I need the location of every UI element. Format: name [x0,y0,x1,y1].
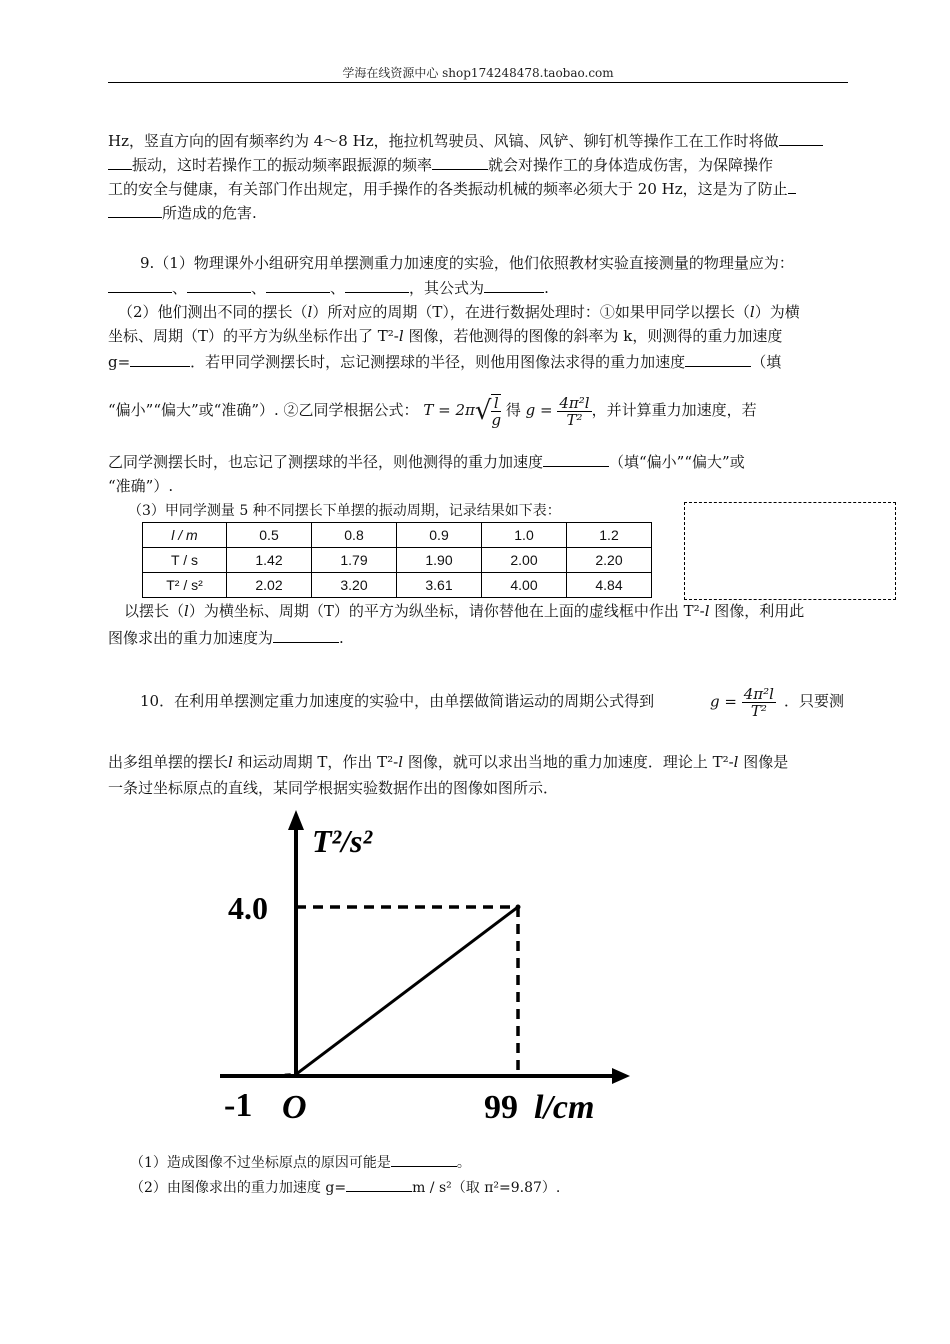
text: “准确”）. [108,477,174,495]
text: 图像，利用此 [709,602,805,620]
text: ，并计算重力加速度，若 [591,401,757,419]
sqrt-icon: √ [474,396,492,426]
text: . [339,629,344,647]
text: （填 [751,353,782,371]
sqrt-num: l [491,395,501,412]
blank[interactable] [266,278,330,293]
row-header: T / s [143,548,227,573]
text: “偏小”“偏大”或“准确”）. ②乙同学根据公式： [108,401,419,419]
g-fraction [557,395,591,428]
g-fraction [742,686,776,719]
text: 坐标、周期（T）的平方为纵坐标作出了 T²- [108,327,399,345]
data-table [142,522,652,598]
text: ）所对应的周期（T），在进行数据处理时：①如果甲同学以摆长（ [312,303,750,321]
text: 图像，若他测得的图像的斜率为 k，则测得的重力加速度 [403,327,783,345]
table-cell: 3.20 [312,573,397,598]
table-cell: 1.42 [227,548,312,573]
q8-text-2b: 就会对操作工的身体造成伤害，为保障操作 [488,156,774,174]
text: 图像是 [738,753,789,771]
q10-sub-2 [130,1177,560,1198]
blank[interactable] [346,1177,412,1192]
table-cell: 3.61 [397,573,482,598]
q10-line-3 [108,778,558,798]
blank[interactable] [108,278,172,293]
g-den: T² [750,702,767,720]
q9-p3-line-2 [124,601,804,621]
blank[interactable] [779,131,823,146]
header-rule [108,82,848,83]
g-den: T² [566,410,583,429]
formula-T-lhs: T = 2π [423,401,475,419]
q9-p2-line-5 [108,452,745,472]
q9-p2-line-1 [118,302,800,322]
y-tick-label: 4.0 [228,890,268,926]
separator: 、 [251,279,267,297]
table-cell: 0.5 [227,523,312,548]
separator: 、 [172,279,188,297]
g-num: 4π²l [743,685,774,703]
x-tick-label: -1 [224,1087,253,1124]
q8-line-1 [108,131,823,151]
origin-label: O [282,1089,307,1126]
formula-period [423,394,502,429]
y-axis-label: T²/s² [312,823,373,859]
blank[interactable] [391,1152,457,1167]
blank[interactable] [432,155,488,170]
q9-p2-line-4 [108,394,757,428]
text: 以摆长（ [124,602,185,620]
text: （3）甲同学测量 5 种不同摆长下单摆的振动周期，记录结果如下表： [128,503,561,519]
text: 10．在利用单摆测定重力加速度的实验中，由单摆做简谐运动的周期公式得到 [140,692,655,710]
text: （2）他们测出不同的摆长（ [118,303,308,321]
row-header: T² / s² [143,573,227,598]
formula-g-lhs: g = [710,692,737,711]
blank[interactable] [484,278,544,293]
table-cell: 4.00 [482,573,567,598]
table-row [143,573,652,598]
text: ．若甲同学测摆长时，忘记测摆球的半径，则他用图像法求得的重力加速度 [190,353,686,371]
period: . [544,279,549,297]
text: m / s²（取 π²=9.87）. [412,1180,561,1196]
x-axis-label: l/cm [534,1089,595,1126]
text: 乙同学测摆长时，也忘记了测摆球的半径，则他测得的重力加速度 [108,453,544,471]
table-cell: 1.2 [567,523,652,548]
data-point [516,905,521,910]
formula-g-lhs: g = [525,401,553,419]
var-l: l [228,753,233,771]
table-cell: 2.02 [227,573,312,598]
var-l: l [184,602,189,620]
blank[interactable] [130,352,190,367]
series-line [296,907,518,1074]
text: （2）由图像求出的重力加速度 g= [130,1180,347,1196]
formula-g [525,393,592,429]
y-axis-arrow-icon [288,810,304,830]
g-num: 4π²l [559,393,590,412]
text: ）为横 [754,303,800,321]
q8-text-3: 工的安全与健康，有关部门作出规定，用手操作的各类振动机械的频率必须大于 20 Hz，这是为了防止 [108,180,788,198]
text: ．只要测 [784,692,845,710]
q8-text-2a: 振动，这时若操作工的振动频率跟振源的频率 [132,156,433,174]
table-row [143,523,652,548]
text: 得 [505,401,521,419]
text: 一条过坐标原点的直线，某同学根据实验数据作出的图像如图所示． [108,779,559,797]
q9-p2-line-6 [108,476,173,496]
var-l: l [733,753,739,771]
separator: 、 [330,279,346,297]
table-row [143,548,652,573]
blank[interactable] [187,278,251,293]
q8-line-3 [108,179,796,199]
table-cell: 4.84 [567,573,652,598]
blank[interactable] [273,628,339,643]
blank[interactable] [685,352,751,367]
q8-line-2 [108,155,773,175]
q10-line-1b [784,691,844,711]
var-l: l [398,753,404,771]
blank[interactable] [543,452,609,467]
table-cell: 0.8 [312,523,397,548]
table-cell: 1.90 [397,548,482,573]
var-l: l [398,327,404,345]
var-l: l [749,303,755,321]
q10-sub-1 [130,1152,471,1173]
text: 图像，就可以求出当地的重力加速度．理论上 T²- [403,753,734,771]
table-cell: 2.00 [482,548,567,573]
x-tick-label: 99 [484,1089,518,1126]
blank[interactable] [345,278,409,293]
sqrt-den: g [491,411,502,429]
q9-text-1: 9.（1）物理课外小组研究用单摆测重力加速度的实验，他们依照教材实验直接测量的物理量应为： [140,254,794,272]
table-cell: 2.20 [567,548,652,573]
text: g= [108,353,131,371]
text: ）为横坐标、周期（T）的平方为纵坐标，请你替他在上面的虚线框中作出 T²- [188,602,705,620]
blank[interactable] [108,203,162,218]
table-cell: 0.9 [397,523,482,548]
page-header: 学海在线资源中心 shop174248478.taobao.com [342,66,614,80]
q9-line-1 [140,253,794,273]
text: 。 [456,1155,471,1171]
text: 图像求出的重力加速度为 [108,629,274,647]
q9-line-2 [108,278,549,298]
text: 和运动周期 T，作出 T²- [232,753,399,771]
q10-line-1 [140,691,654,711]
q8-line-4 [108,203,257,223]
q9-p2-line-2 [108,326,782,346]
text: （填“偏小”“偏大”或 [609,453,745,471]
q9-p3-line-1 [128,501,561,521]
q9-p3-line-3 [108,628,344,648]
sqrt-fraction [491,394,501,428]
blank[interactable] [788,179,796,194]
x-axis-arrow-icon [612,1068,630,1084]
blank[interactable] [108,155,132,170]
text: （1）造成图像不过坐标原点的原因可能是 [130,1155,391,1171]
text: 出多组单摆的摆长 [108,753,229,771]
q8-text-1: Hz，竖直方向的固有频率约为 4～8 Hz，拖拉机驾驶员、风镐、风铲、铆钉机等操作工在工作时将做 [108,132,779,150]
q9-text-2-end: ，其公式为 [409,279,485,297]
q8-text-4: 所造成的危害. [162,204,257,222]
row-header: l / m [143,523,227,548]
table-cell: 1.79 [312,548,397,573]
q10-line-2 [108,752,788,772]
q9-p2-line-3 [108,352,781,372]
t2-l-chart [200,800,650,1130]
var-l: l [704,602,710,620]
table-cell: 1.0 [482,523,567,548]
graph-answer-box[interactable] [684,502,896,600]
q10-formula-g [710,686,776,719]
var-l: l [307,303,313,321]
